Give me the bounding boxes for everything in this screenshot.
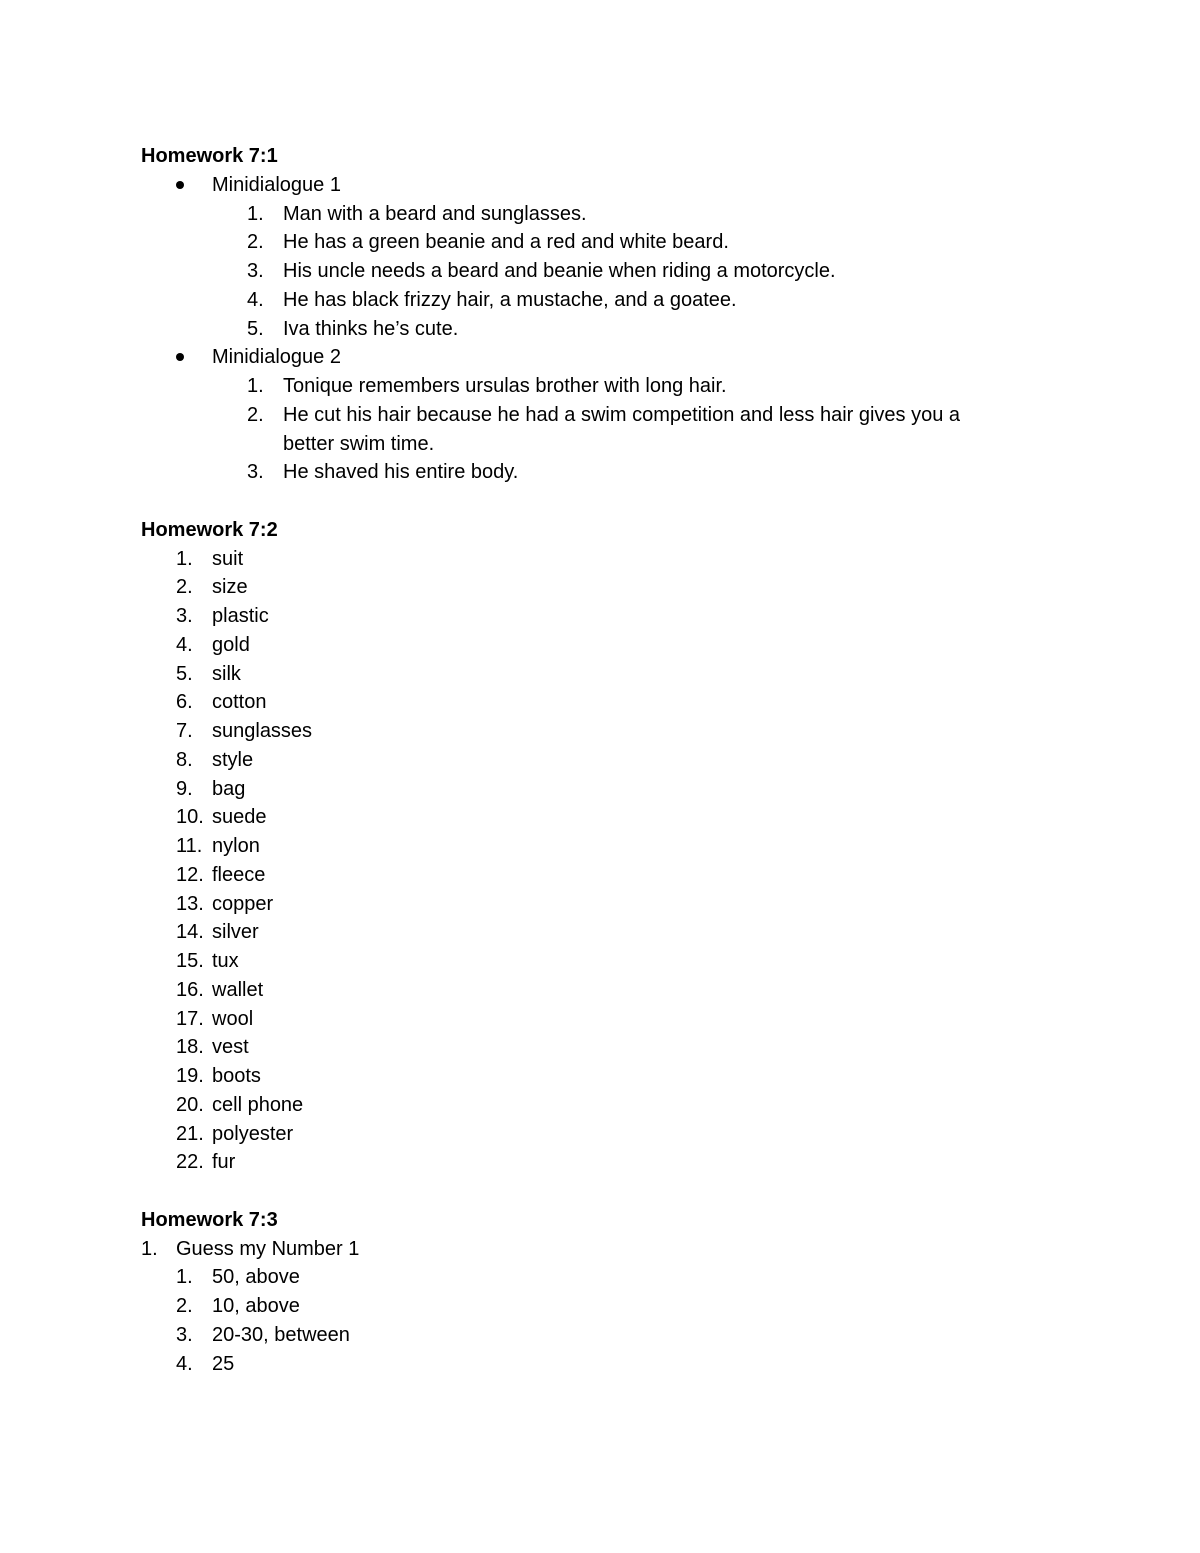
list-item: plastic [212, 605, 269, 627]
list-number: 5. [176, 662, 193, 685]
list-number: 1. [247, 375, 264, 397]
list-number: 2. [247, 403, 264, 426]
list-item: tux [212, 950, 239, 972]
list-number: 14. [176, 921, 204, 944]
list-item: bag [212, 777, 246, 800]
list-item: style [212, 748, 254, 771]
list-item: Man with a beard and sunglasses. [283, 202, 587, 225]
list-number: 18. [176, 1036, 204, 1059]
list-number: 1. [176, 1266, 193, 1289]
list-item: vest [212, 1036, 249, 1059]
section-heading: Homework 7:1 [141, 145, 278, 167]
list-item: gold [212, 633, 250, 656]
list-item: 50, above [212, 1266, 300, 1289]
section-heading: Homework 7:2 [141, 518, 278, 541]
list-number: 3. [176, 605, 193, 627]
list-item: suit [212, 547, 244, 570]
list-number: 1. [247, 202, 264, 225]
bullet-icon [176, 181, 184, 189]
list-number: 5. [247, 317, 264, 340]
list-item: He shaved his entire body. [283, 461, 519, 484]
list-item: cotton [212, 691, 267, 714]
list-number: 15. [176, 950, 204, 972]
bullet-label: Minidialogue 2 [212, 346, 341, 369]
list-number: 22. [176, 1151, 204, 1174]
list-item: sunglasses [212, 720, 313, 742]
list-item: boots [212, 1065, 261, 1087]
list-number: 4. [176, 1352, 193, 1375]
list-number: 8. [176, 748, 193, 771]
list-number: 4. [247, 288, 264, 311]
list-number: 2. [247, 231, 264, 254]
list-number: 2. [176, 576, 193, 599]
list-item: wallet [212, 978, 264, 1001]
list-number: 13. [176, 892, 204, 915]
list-number: 9. [176, 777, 193, 800]
list-item: silver [212, 921, 259, 944]
list-item: Iva thinks he’s cute. [283, 317, 459, 340]
list-number: 17. [176, 1007, 204, 1030]
list-item-continuation: better swim time. [283, 432, 435, 455]
list-item: 10, above [212, 1295, 300, 1317]
list-number: 16. [176, 978, 204, 1001]
list-item: silk [212, 662, 241, 685]
list-item: suede [212, 806, 267, 829]
list-number: 11. [176, 835, 203, 857]
bullet-label: Minidialogue 1 [212, 173, 341, 196]
list-number: 3. [247, 260, 264, 282]
list-item: He has black frizzy hair, a mustache, and a goatee. [283, 288, 737, 311]
list-item: 20-30, between [212, 1323, 350, 1346]
list-item: He cut his hair because he had a swim competition and less hair gives you a [283, 403, 961, 426]
section-heading: Homework 7:3 [141, 1208, 278, 1231]
list-number: 19. [176, 1065, 204, 1087]
list-item: fur [212, 1151, 236, 1174]
list-item: 25 [212, 1352, 235, 1375]
list-number: 2. [176, 1295, 193, 1317]
list-number: 3. [176, 1323, 193, 1346]
list-number: 7. [176, 720, 193, 742]
list-item: size [212, 576, 248, 599]
list-item: wool [212, 1007, 254, 1030]
list-item: cell phone [212, 1093, 304, 1116]
list-item: Tonique remembers ursulas brother with long hair. [283, 375, 727, 397]
list-item: fleece [212, 863, 266, 886]
list-item: polyester [212, 1122, 294, 1145]
list-number: 20. [176, 1093, 204, 1116]
list-item: copper [212, 892, 274, 915]
bullet-icon [176, 353, 184, 361]
list-item: nylon [212, 835, 260, 857]
list-number: 3. [247, 461, 264, 484]
group-label: Guess my Number 1 [176, 1237, 360, 1260]
list-number: 21. [176, 1122, 204, 1145]
list-number: 1. [176, 547, 193, 570]
list-number: 4. [176, 633, 193, 656]
list-item: His uncle needs a beard and beanie when riding a motorcycle. [283, 260, 836, 282]
list-number: 10. [176, 806, 204, 829]
list-number: 6. [176, 691, 193, 714]
list-number: 1. [141, 1237, 158, 1260]
list-number: 12. [176, 863, 204, 886]
list-item: He has a green beanie and a red and white beard. [283, 231, 729, 254]
